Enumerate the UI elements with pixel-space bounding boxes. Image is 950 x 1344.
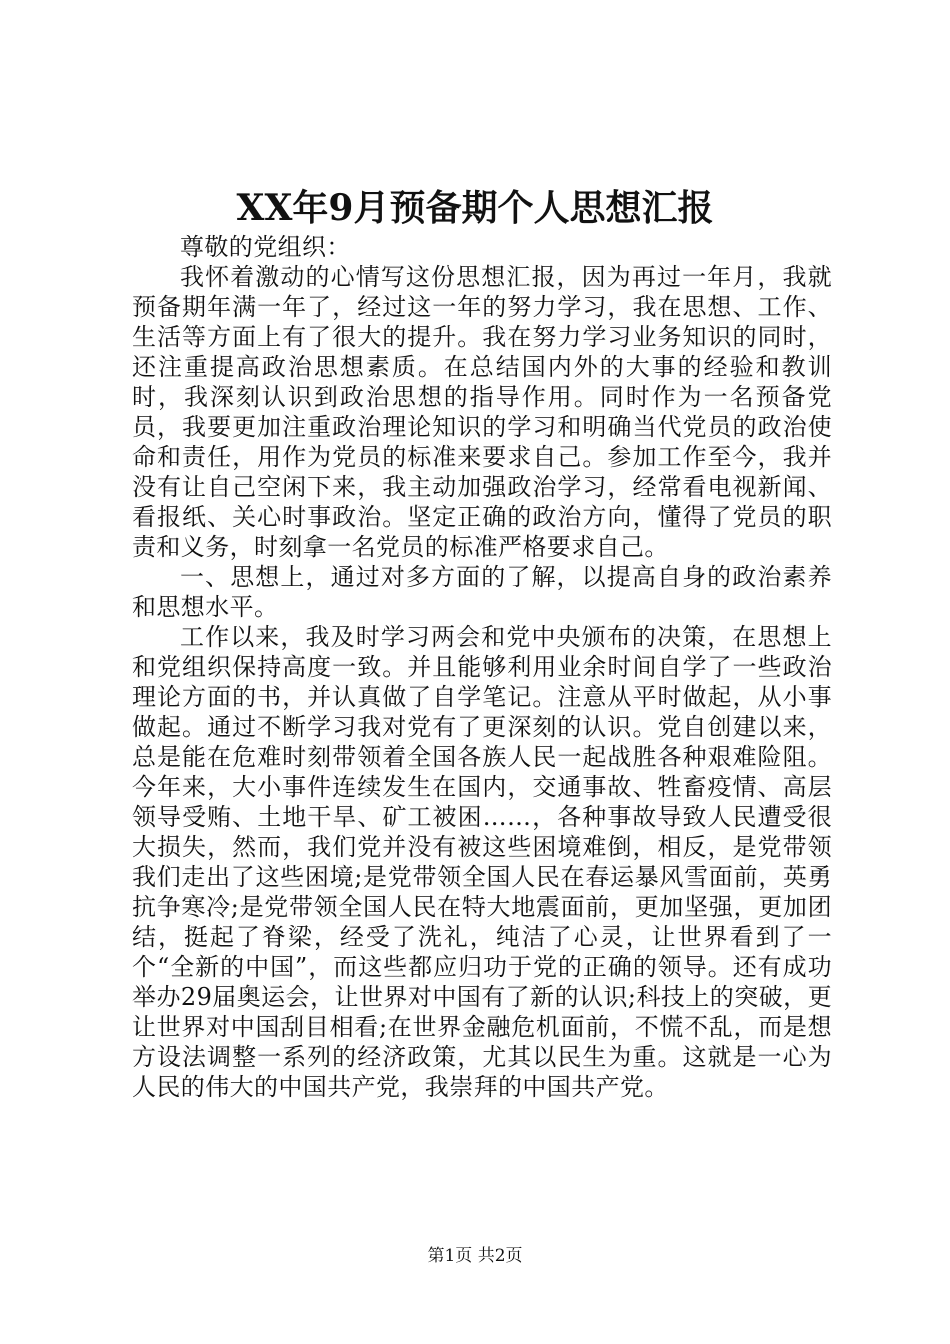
document-body bbox=[132, 232, 832, 1102]
section-heading: 一、思想上，通过对多方面的了解，以提高自身的政治素养和思想水平。 bbox=[132, 563, 832, 621]
document-title: XX年9月预备期个人思想汇报 bbox=[236, 187, 714, 229]
body-paragraph: 我怀着激动的心情写这份思想汇报，因为再过一年月，我就预备期年满一年了，经过这一年的努力学习，我在思想、工作、生活等方面上有了很大的提升。我在努力学习业务知识的同时，还注重提高政治思想素质。在总结国内外的大事的经验和教训时，我深刻认识到政治思想的指导作用。同时作为一名预备党员，我要更加注重政治理论知识的学习和明确当代党员的政治使命和责任，用作为党员的标准来要求自己。参加工作至今，我并没有让自己空闲下来，我主动加强政治学习，经常看电视新闻、看报纸、关心时事政治。坚定正确的政治方向，懂得了党员的职责和义务，时刻拿一名党员的标准严格要求自己。 bbox=[132, 263, 832, 561]
body-paragraph: 工作以来，我及时学习两会和党中央颁布的决策，在思想上和党组织保持高度一致。并且能够利用业余时间自学了一些政治理论方面的书，并认真做了自学笔记。注意从平时做起，从小事做起。通过不断学习我对党有了更深刻的认识。党自创建以来，总是能在危难时刻带领着全国各族人民一起战胜各种艰难险阻。今年来，大小事件连续发生在国内，交通事故、牲畜疫情、高层领导受贿、土地干旱、矿工被困……，各种事故导致人民遭受很大损失，然而，我们党并没有被这些困境难倒，相反，是党带领我们走出了这些困境;是党带领全国人民在春运暴风雪面前，英勇抗争寒冷;是党带领全国人民在特大地震面前，更加坚强，更加团结，挺起了脊梁，经受了洗礼，纯洁了心灵，让世界看到了一个“全新的中国”，而这些都应归功于党的正确的领导。还有成功举办29届奥运会，让世界对中国有了新的认识;科技上的突破，更让世界对中国刮目相看;在世界金融危机面前，不慌不乱，而是想方设法调整一系列的经济政策，尤其以民生为重。这就是一心为人民的伟大的中国共产党，我崇拜的中国共产党。 bbox=[132, 623, 832, 1101]
salutation: 尊敬的党组织： bbox=[180, 233, 351, 261]
page-footer: 第1页 共2页 bbox=[427, 1246, 523, 1266]
